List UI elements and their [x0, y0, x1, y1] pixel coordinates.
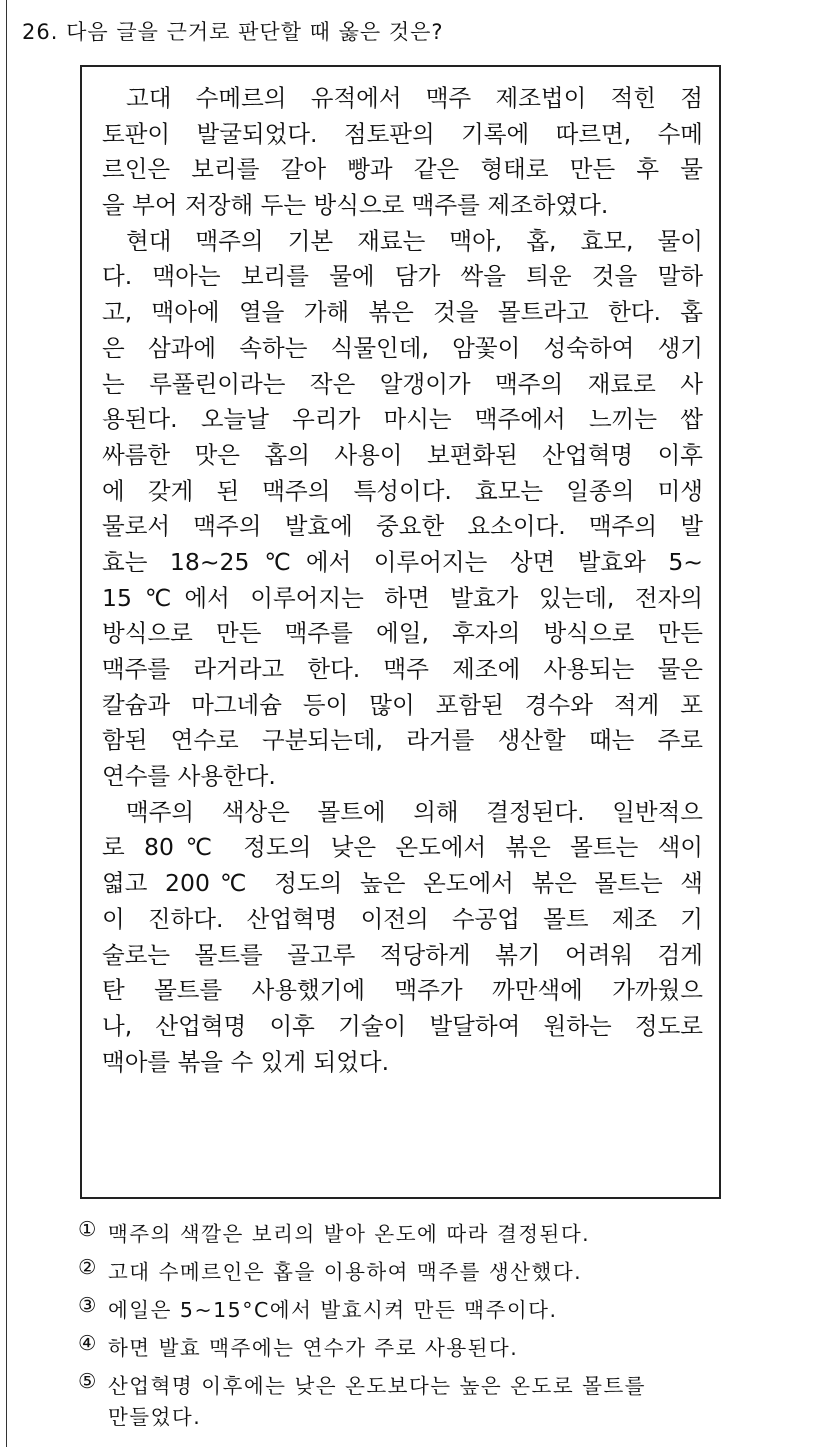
choice-text: 맥주의 색깔은 보리의 발아 온도에 따라 결정된다.	[108, 1222, 591, 1246]
choice-number: ③	[78, 1293, 98, 1317]
page-left-border	[6, 0, 7, 1447]
passage-line: 토판이 발굴되었다. 점토판의 기록에 따르면, 수메	[102, 119, 703, 148]
choice-number: ⑤	[78, 1369, 98, 1393]
passage-line: 을 부어 저장해 두는 방식으로 맥주를 제조하였다.	[102, 191, 609, 220]
passage-line: 다. 맥아는 보리를 물에 담가 싹을 틔운 것을 말하	[102, 262, 703, 291]
passage-line: 고대 수메르의 유적에서 맥주 제조법이 적힌 점	[126, 84, 703, 112]
passage-line: 물로서 맥주의 발효에 중요한 요소이다. 맥주의 발	[102, 512, 703, 541]
answer-choice-3[interactable]	[78, 1293, 778, 1331]
passage-line: 은 삼과에 속하는 식물인데, 암꽃이 성숙하여 생기	[102, 333, 703, 362]
passage-line: 맥아를 볶을 수 있게 되었다.	[102, 1047, 390, 1076]
choice-number: ④	[78, 1331, 98, 1355]
passage-line: 연수를 사용한다.	[102, 762, 276, 791]
passage-line: 고, 맥아에 열을 가해 볶은 것을 몰트라고 한다. 홉	[102, 298, 703, 327]
passage-line: 는 루풀린이라는 작은 알갱이가 맥주의 재료로 사	[102, 369, 703, 398]
question-title: 26. 다음 글을 근거로 판단할 때 옳은 것은?	[22, 20, 444, 44]
answer-choice-1[interactable]	[78, 1217, 778, 1255]
passage-text	[102, 81, 703, 1080]
passage-line: 용된다. 오늘날 우리가 마시는 맥주에서 느끼는 쌉	[102, 405, 703, 434]
answer-choice-2[interactable]	[78, 1255, 778, 1293]
passage-line: 탄 몰트를 사용했기에 맥주가 까만색에 가까웠으	[102, 976, 703, 1005]
answer-choice-5[interactable]	[78, 1369, 778, 1431]
passage-line: 맥주를 라거라고 한다. 맥주 제조에 사용되는 물은	[102, 655, 703, 683]
passage-line: 나, 산업혁명 이후 기술이 발달하여 원하는 정도로	[102, 1011, 703, 1040]
passage-line: 에 갖게 된 맥주의 특성이다. 효모는 일종의 미생	[102, 476, 703, 505]
passage-line: 싸름한 맛은 홉의 사용이 보편화된 산업혁명 이후	[102, 440, 703, 469]
choice-number: ②	[78, 1255, 98, 1279]
passage-line: 방식으로 만든 맥주를 에일, 후자의 방식으로 만든	[102, 619, 703, 648]
answer-choice-4[interactable]	[78, 1331, 778, 1369]
passage-line: 칼슘과 마그네슘 등이 많이 포함된 경수와 적게 포	[102, 690, 703, 719]
passage-line: 술로는 몰트를 골고루 적당하게 볶기 어려워 검게	[102, 940, 703, 969]
choice-text-continued: 만들었다.	[108, 1405, 202, 1429]
passage-line: 15℃에서 이루어지는 하면 발효가 있는데, 전자의	[102, 583, 703, 612]
passage-line: 르인은 보리를 갈아 빵과 같은 형태로 만든 후 물	[102, 155, 703, 184]
passage-line: 이 진하다. 산업혁명 이전의 수공업 몰트 제조 기	[102, 904, 703, 933]
passage-line: 효는 18~25℃에서 이루어지는 상면 발효와 5~	[102, 547, 703, 576]
passage-line: 로 80℃ 정도의 낮은 온도에서 볶은 몰트는 색이	[102, 833, 703, 862]
passage-line: 맥주의 색상은 몰트에 의해 결정된다. 일반적으	[126, 797, 703, 826]
choice-number: ①	[78, 1217, 98, 1241]
choice-text: 산업혁명 이후에는 낮은 온도보다는 높은 온도로 몰트를	[108, 1374, 647, 1398]
choice-text: 하면 발효 맥주에는 연수가 주로 사용된다.	[108, 1336, 519, 1360]
passage-line: 함된 연수로 구분되는데, 라거를 생산할 때는 주로	[102, 726, 703, 755]
passage-line: 엷고 200℃ 정도의 높은 온도에서 볶은 몰트는 색	[102, 869, 703, 898]
passage-line: 현대 맥주의 기본 재료는 맥아, 홉, 효모, 물이	[126, 226, 703, 255]
choice-text: 고대 수메르인은 홉을 이용하여 맥주를 생산했다.	[108, 1260, 583, 1284]
choice-text: 에일은 5~15°C에서 발효시켜 만든 맥주이다.	[108, 1298, 558, 1322]
passage-box	[80, 65, 721, 1199]
answer-choices	[78, 1217, 778, 1431]
